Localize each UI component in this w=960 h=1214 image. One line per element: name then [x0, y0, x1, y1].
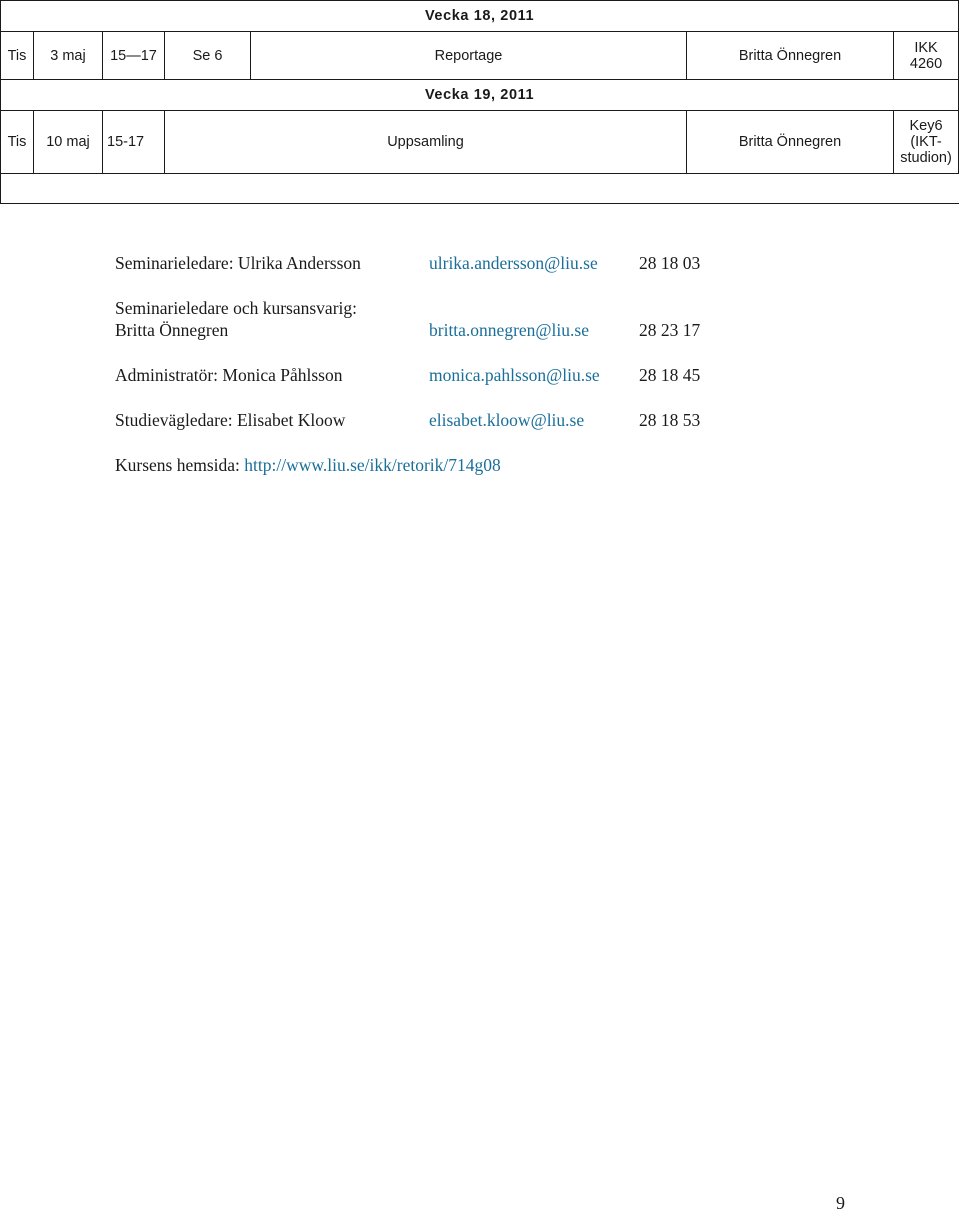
contact-role: Administratör: Monica Påhlsson [115, 365, 343, 385]
time-cell: 15-17 [103, 111, 165, 174]
contact-email-link[interactable]: britta.onnegren@liu.se [429, 320, 589, 340]
schedule-table [0, 0, 959, 204]
room-cell: IKK 4260 [894, 32, 959, 80]
homepage-link[interactable]: http://www.liu.se/ikk/retorik/714g08 [244, 455, 501, 475]
homepage-label: Kursens hemsida: [115, 455, 245, 475]
schedule-row [1, 32, 959, 80]
contact-email-link[interactable]: ulrika.andersson@liu.se [429, 253, 598, 273]
week-18-header-row [1, 1, 959, 32]
week-18-heading: Vecka 18, 2011 [1, 1, 959, 32]
schedule-row [1, 111, 959, 174]
contact-phone: 28 18 53 [639, 410, 701, 430]
page-number: 9 [836, 1193, 845, 1213]
teacher-cell: Britta Önnegren [687, 111, 894, 174]
date-cell: 10 maj [34, 111, 103, 174]
contact-phone: 28 18 03 [639, 253, 701, 273]
contact-email-link[interactable]: monica.pahlsson@liu.se [429, 365, 600, 385]
empty-cell [687, 174, 894, 204]
teacher-cell: Britta Önnegren [687, 32, 894, 80]
day-cell: Tis [1, 111, 34, 174]
topic-cell: Uppsamling [165, 111, 687, 174]
contact-role: Seminarieledare och kursansvarig: [115, 298, 357, 318]
contact-name: Britta Önnegren [115, 320, 229, 340]
contact-role: Studievägledare: Elisabet Kloow [115, 410, 346, 430]
date-cell: 3 maj [34, 32, 103, 80]
empty-cell [34, 174, 103, 204]
contact-study-advisor [115, 409, 701, 431]
contact-administrator [115, 364, 701, 386]
contact-role: Seminarieledare: Ulrika Andersson [115, 253, 361, 273]
day-cell: Tis [1, 32, 34, 80]
room-cell: Key6 (IKT-studion) [894, 111, 959, 174]
contact-phone: 28 23 17 [639, 320, 701, 340]
contact-phone: 28 18 45 [639, 365, 701, 385]
contact-email-link[interactable]: elisabet.kloow@liu.se [429, 410, 585, 430]
contact-course-leader [115, 319, 701, 341]
contact-list [115, 252, 701, 476]
group-cell: Se 6 [165, 32, 251, 80]
topic-cell: Reportage [251, 32, 687, 80]
time-cell: 15—17 [103, 32, 165, 80]
empty-row [1, 174, 959, 204]
week-19-heading: Vecka 19, 2011 [1, 80, 959, 111]
course-homepage [115, 454, 501, 476]
empty-cell [165, 174, 251, 204]
empty-cell [1, 174, 34, 204]
empty-cell [251, 174, 687, 204]
contact-seminar-leader [115, 252, 701, 274]
empty-cell [103, 174, 165, 204]
empty-cell [894, 174, 959, 204]
week-19-header-row [1, 80, 959, 111]
contact-course-leader-title [115, 297, 501, 319]
